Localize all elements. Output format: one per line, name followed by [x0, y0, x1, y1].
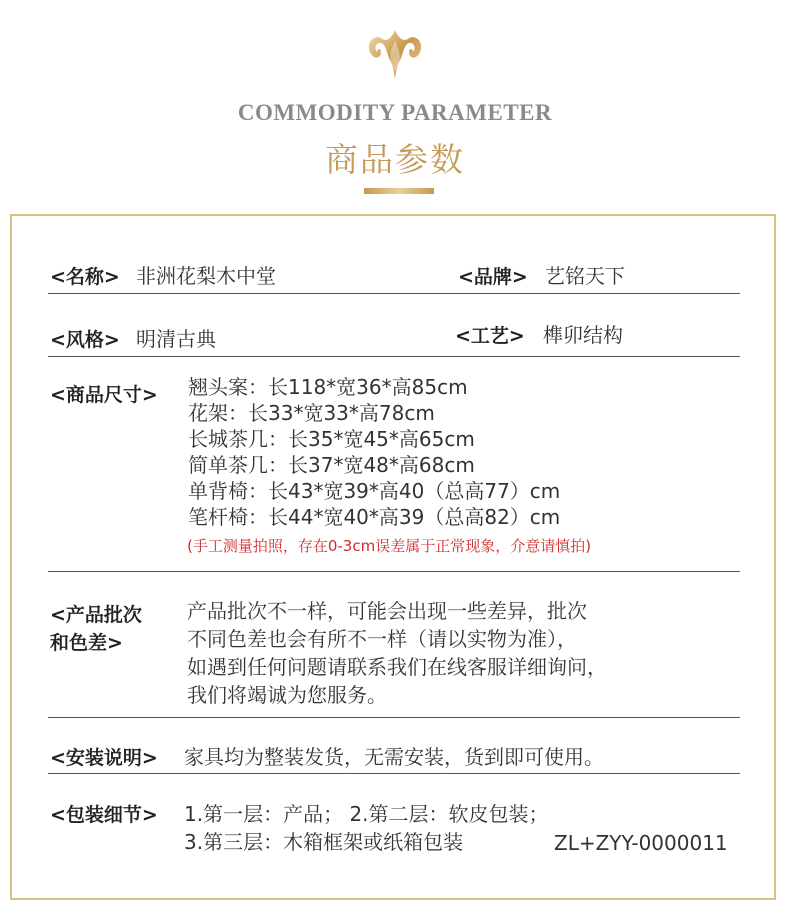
pack-key: <包装细节>: [50, 804, 158, 826]
batch-text: [187, 597, 607, 709]
size-line: 单背椅：长43*宽39*高40（总高77）cm: [188, 479, 561, 503]
page-title: 商品参数: [325, 140, 465, 179]
name-value: 非洲花梨木中堂: [136, 264, 276, 288]
brand-value: 艺铭天下: [545, 264, 625, 288]
divider: [48, 293, 740, 294]
measurement-note: (手工测量拍照，存在0-3cm误差属于正常现象，介意请慎拍): [187, 537, 592, 555]
craft-key: <工艺>: [455, 325, 525, 347]
style-value: 明清古典: [136, 327, 216, 351]
batch-key-line: <产品批次: [50, 604, 142, 626]
size-line: 花架：长33*宽33*高78cm: [188, 401, 435, 425]
size-key: <商品尺寸>: [50, 384, 158, 406]
size-line: 翘头案：长118*宽36*高85cm: [188, 375, 468, 399]
gold-ornament-icon: [365, 26, 425, 82]
size-list: [188, 374, 560, 530]
batch-line: 我们将竭诚为您服务。: [187, 683, 387, 707]
style-key: <风格>: [50, 329, 120, 351]
batch-line: 产品批次不一样，可能会出现一些差异，批次: [187, 599, 587, 623]
brand-key: <品牌>: [458, 266, 528, 288]
english-title: COMMODITY PARAMETER: [237, 100, 553, 125]
pack-line-2: 3.第三层：木箱框架或纸箱包装: [184, 830, 464, 854]
batch-line: 如遇到任何问题请联系我们在线客服详细询问，: [187, 655, 607, 679]
size-line: 简单茶几：长37*宽48*高68cm: [188, 453, 475, 477]
divider: [48, 773, 740, 774]
name-key: <名称>: [50, 266, 120, 288]
product-code: ZL+ZYY-0000011: [554, 831, 728, 855]
title-underline: [364, 188, 434, 194]
batch-key: [50, 601, 142, 657]
craft-value: 榫卯结构: [543, 323, 623, 347]
size-line: 笔杆椅：长44*宽40*高39（总高82）cm: [188, 505, 561, 529]
install-value: 家具均为整装发货，无需安装，货到即可使用。: [184, 745, 604, 769]
divider: [48, 571, 740, 572]
install-key: <安装说明>: [50, 747, 158, 769]
pack-line-1: 1.第一层：产品； 2.第二层：软皮包装；: [184, 802, 549, 826]
size-line: 长城茶几：长35*宽45*高65cm: [188, 427, 475, 451]
batch-line: 不同色差也会有所不一样（请以实物为准），: [187, 627, 577, 651]
divider: [48, 717, 740, 718]
batch-key-line: 和色差>: [50, 632, 123, 654]
divider: [48, 356, 740, 357]
